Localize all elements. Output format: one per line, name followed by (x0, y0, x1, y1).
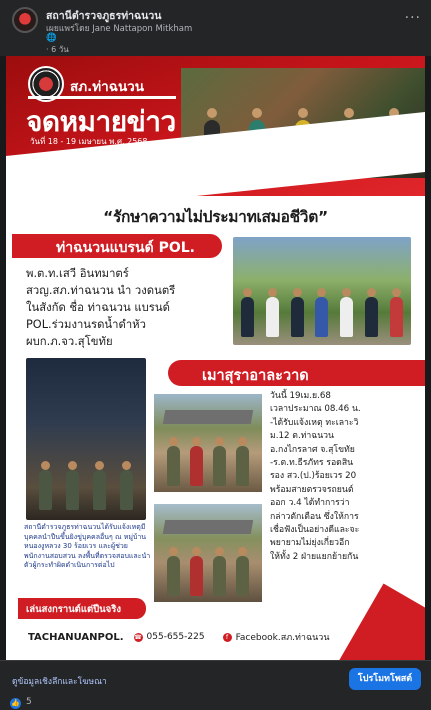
person-figure (167, 446, 180, 486)
person-figure (236, 446, 249, 486)
globe-icon: 🌐 (46, 33, 57, 43)
more-options-button[interactable]: ··· (404, 10, 421, 26)
footer-phone: 055-655-225 (146, 632, 205, 642)
station-name: สภ.ท่าฉนวน (70, 79, 144, 95)
hashtag-label: เล่นสงกรานต์แต่ปีนจริง (18, 598, 146, 619)
person-figure (213, 556, 226, 596)
footer-handle: TACHANUANPOL. (28, 631, 124, 643)
group-photo (233, 237, 411, 345)
person-figure (291, 297, 304, 337)
person-figure (190, 446, 203, 486)
person-figure (365, 297, 378, 337)
section-drunk-text: วันนี้ 19เม.ย.68 เวลาประมาณ 08.46 น. -ได้รับแจ้งเหตุ ทะเลาะวิ ม.12 ต.ท่าฉนวน อ.กงไกรลาศ จ.สุโขทัย -ร.ต.ท.ธีรภัทร รอดสิน รอง สว.(ป.)ร้อยเวร 20 พร้อมสายตรวจรถยนต์ ออก ว.4 ได้ทำการว่า กล่าวตักเตือน ซึ่งให้การ เชื่อฟังเป็นอย่างดีและจะ พยายามไม่ยุ่งเกี่ยวอีก ให้ทั้ง 2 ฝ่ายแยกย้ายกัน (270, 391, 361, 562)
post-time[interactable]: · 6 วัน (46, 45, 69, 54)
poster-footer (28, 630, 329, 644)
night-photo (26, 358, 146, 520)
footer-facebook: Facebook.สภ.ท่าฉนวน (235, 633, 330, 643)
person-figure (340, 297, 353, 337)
person-figure (390, 297, 403, 337)
publisher-line: เผยแพร่โดย Jane Nattapon Mitkham (46, 24, 193, 34)
person-figure (190, 556, 203, 596)
boost-post-button[interactable]: โปรโมทโพสต์ (349, 668, 421, 690)
person-figure (266, 297, 279, 337)
page-name[interactable]: สถานีตำรวจภูธรท่าฉนวน (46, 10, 162, 22)
phone-icon: ☎ (134, 633, 142, 641)
person-figure (315, 297, 328, 337)
reaction-count[interactable]: 5 (26, 697, 32, 707)
person-figure (213, 446, 226, 486)
post-time-label: 6 วัน (51, 45, 69, 54)
person-figure (167, 556, 180, 596)
like-icon[interactable]: 👍 (11, 699, 20, 707)
section-label-drunk: เมาสุราอาละวาด (168, 360, 425, 386)
post-header (0, 0, 431, 56)
incident-photo-1 (154, 394, 262, 492)
post-image[interactable] (6, 56, 425, 660)
section-band-text: พ.ต.ท.เสวี อินทมาตร์ สวญ.สภ.ท่าฉนวน นำ วงดนตรี ในสังกัด ชื่อ ท่าฉนวน แบรนด์ POL.ร่วมงานรดน้ำดำหัว ผบก.ภ.จว.สุโขทัย (26, 267, 176, 348)
section-label-band: ท่าฉนวนแบรนด์ POL. (12, 234, 222, 258)
slogan: “รักษาความไม่ประมาทเสมอชีวิต” (103, 208, 328, 226)
incident-photo-2 (154, 504, 262, 602)
newsletter-date: วันที่ 18 - 19 เมษายน พ.ศ. 2568 (30, 137, 148, 146)
insights-link[interactable]: ดูข้อมูลเชิงลึกและโฆษณา (12, 677, 107, 687)
person-figure (39, 470, 52, 510)
person-figure (241, 297, 254, 337)
person-figure (120, 470, 133, 510)
night-photo-caption: สถานีตำรวจภูธรท่าฉนวนได้รับแจ้งเหตุมีบุคคลนำปืนขึ้นยิงขู่บุคคลอื่นๆ ณ หมู่บ้านหนองงูหลวง 30 ร้อยเวร และผู้ช่วยพนักงานสอบสวน ลงพื้นที่ตรวจสอบและนำตัวผู้กระทำผิดดำเนินการต่อไป (24, 523, 151, 570)
page-avatar[interactable] (12, 7, 38, 33)
post-cta-bar (0, 660, 431, 696)
reactions-bar (0, 696, 431, 710)
person-figure (236, 556, 249, 596)
person-figure (93, 470, 106, 510)
facebook-icon: f (223, 633, 232, 642)
person-figure (66, 470, 79, 510)
newsletter-title: จดหมายข่าว (26, 105, 176, 138)
